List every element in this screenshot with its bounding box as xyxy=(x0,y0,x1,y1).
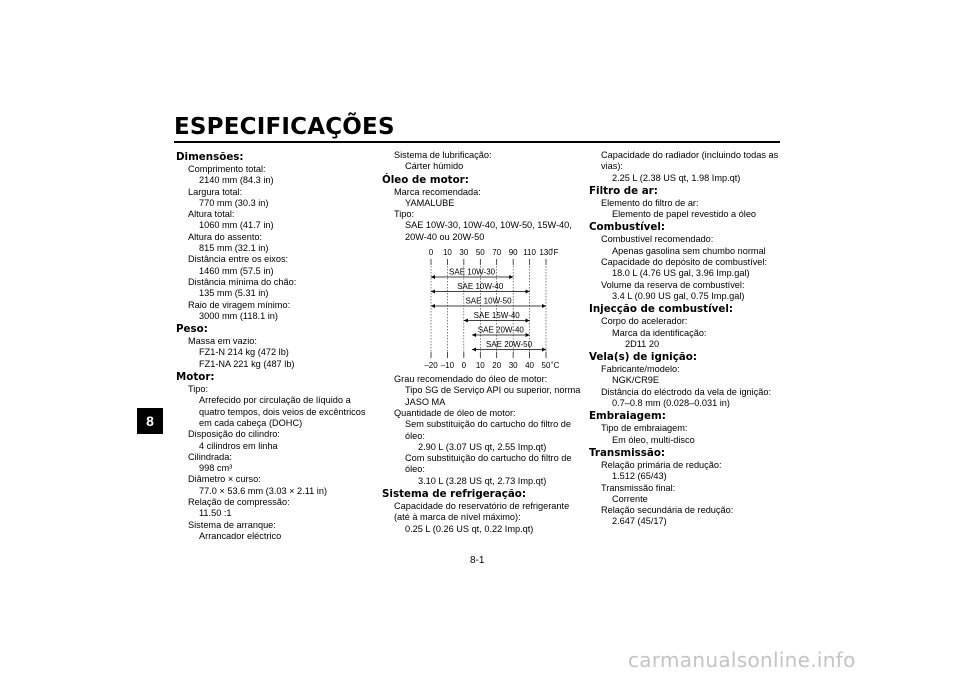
spec-line: Capacidade do reservatório de refrigerante xyxy=(394,501,570,512)
spec-line: Diâmetro × curso: xyxy=(188,474,261,485)
spec-line: Fabricante/modelo: xyxy=(601,364,680,375)
spec-line: Distância mínima do chão: xyxy=(188,276,297,287)
grade-label: SAE 10W-50 xyxy=(465,296,512,306)
spec-line: Distância do eléctrodo da vela de ignição: xyxy=(601,386,772,397)
spec-line: 2140 mm (84.3 in) xyxy=(199,175,274,186)
f-tick-label: 30 xyxy=(459,248,469,258)
spec-line: 3.4 L (0.90 US gal, 0.75 Imp.gal) xyxy=(612,290,745,301)
spec-line: Corpo do acelerador: xyxy=(601,316,688,327)
oil-viscosity-chart xyxy=(394,246,569,372)
spec-line: 18.0 L (4.76 US gal, 3.96 Imp.gal) xyxy=(612,268,750,279)
title-rule xyxy=(174,141,780,143)
c-tick-label: 50 xyxy=(541,361,551,371)
grade-label: SAE 15W-40 xyxy=(473,311,520,321)
spec-line: 2.647 (45/17) xyxy=(612,516,667,527)
section-heading: Sistema de refrigeração: xyxy=(382,488,526,501)
spec-line: 0.7–0.8 mm (0.028–0.031 in) xyxy=(612,398,730,409)
f-tick-label: 130 xyxy=(539,248,553,258)
section-heading: Motor: xyxy=(176,371,215,384)
spec-line: Quantidade de óleo de motor: xyxy=(394,407,516,418)
spec-line: 2.90 L (3.07 US qt, 2.55 Imp.qt) xyxy=(418,441,547,452)
page-title: ESPECIFICAÇÕES xyxy=(174,114,395,140)
c-tick-label: 20 xyxy=(492,361,502,371)
spec-line: 3000 mm (118.1 in) xyxy=(199,310,278,321)
spec-line: Altura do assento: xyxy=(188,231,263,242)
spec-line: Tipo: xyxy=(394,209,415,220)
column-2-bottom xyxy=(382,374,582,535)
spec-line: 2D11 20 xyxy=(625,338,660,349)
c-unit-label: ˚C xyxy=(551,361,560,371)
spec-line: 2.25 L (2.38 US qt, 1.98 Imp.qt) xyxy=(612,172,741,183)
spec-line: Cilindrada: xyxy=(188,451,232,462)
section-heading: Transmissão: xyxy=(589,446,666,459)
spec-line: Altura total: xyxy=(188,209,235,220)
spec-line: Disposição do cilindro: xyxy=(188,429,280,440)
spec-line: Sistema de arranque: xyxy=(188,519,276,530)
grade-bar-arrow-left xyxy=(464,319,468,323)
spec-line: Distância entre os eixos: xyxy=(188,254,289,265)
section-heading: Peso: xyxy=(176,323,208,336)
f-tick-label: 0 xyxy=(428,248,434,258)
grade-label: SAE 10W-30 xyxy=(449,267,496,277)
spec-line: Sistema de lubrificação: xyxy=(394,150,492,160)
spec-line: FZ1-NA 221 kg (487 lb) xyxy=(199,358,295,369)
section-heading: Óleo de motor: xyxy=(382,173,469,186)
page-number: 8-1 xyxy=(470,555,485,566)
f-tick-label: 10 xyxy=(442,248,452,258)
section-heading: Dimensões: xyxy=(176,151,244,163)
spec-line: óleo: xyxy=(405,464,425,475)
c-tick-label: –10 xyxy=(440,361,455,371)
spec-line: Cárter húmido xyxy=(405,161,464,172)
spec-line: 1.512 (65/43) xyxy=(612,471,667,482)
spec-line: Tipo: xyxy=(188,384,209,395)
grade-bar-arrow-right xyxy=(542,348,546,352)
spec-line: 0.25 L (0.26 US qt, 0.22 Imp.qt) xyxy=(405,523,534,534)
spec-line: Combustível recomendado: xyxy=(601,234,714,245)
f-unit-label: ˚F xyxy=(551,248,559,258)
section-heading: Combustível: xyxy=(589,221,665,234)
spec-line: quatro tempos, dois veios de excêntricos xyxy=(199,406,366,417)
spec-line: Elemento do filtro de ar: xyxy=(601,197,699,208)
spec-line: em cada cabeça (DOHC) xyxy=(199,417,303,428)
grade-bar-arrow-right xyxy=(526,333,530,337)
spec-line: Sem substituição do cartucho do filtro de xyxy=(405,419,571,430)
spec-line: 135 mm (5.31 in) xyxy=(199,288,269,299)
grade-bar-arrow-left xyxy=(472,348,476,352)
spec-line: Massa em vazio: xyxy=(188,336,257,347)
spec-line: vias): xyxy=(601,161,623,172)
spec-line: Marca recomendada: xyxy=(394,186,481,197)
spec-line: Apenas gasolina sem chumbo normal xyxy=(612,245,766,256)
spec-line: FZ1-N 214 kg (472 lb) xyxy=(199,347,289,358)
spec-line: Comprimento total: xyxy=(188,164,266,174)
spec-line: SAE 10W-30, 10W-40, 10W-50, 15W-40, xyxy=(405,220,572,231)
spec-line: Arrefecido por circulação de líquido a xyxy=(199,395,351,406)
spec-line: Volume da reserva de combustível: xyxy=(601,279,745,290)
spec-line: NGK/CR9E xyxy=(612,375,659,386)
spec-line: Com substituição do cartucho do filtro de xyxy=(405,453,572,464)
c-tick-label: 30 xyxy=(508,361,518,371)
grade-bar-arrow-left xyxy=(431,290,435,294)
grade-bar-arrow-left xyxy=(431,275,435,279)
watermark: carmanualsonline.info xyxy=(628,648,856,672)
spec-line: óleo: xyxy=(405,430,425,441)
grade-bar-arrow-right xyxy=(526,290,530,294)
section-heading: Vela(s) de ignição: xyxy=(589,351,697,364)
spec-line: 3.10 L (3.28 US qt, 2.73 Imp.qt) xyxy=(418,475,547,486)
spec-line: Relação secundária de redução: xyxy=(601,505,734,516)
c-tick-label: 0 xyxy=(461,361,467,371)
c-tick-label: –20 xyxy=(424,361,438,371)
chapter-tab: 8 xyxy=(137,408,163,434)
spec-line: Tipo de embraiagem: xyxy=(601,423,688,434)
spec-line: Relação primária de redução: xyxy=(601,459,722,470)
spec-line: (até à marca de nível máximo): xyxy=(394,512,521,523)
grade-bar-arrow-left xyxy=(431,304,435,308)
section-heading: Filtro de ar: xyxy=(589,184,658,197)
grade-label: SAE 20W-50 xyxy=(485,340,533,350)
c-tick-label: 10 xyxy=(475,361,485,371)
spec-line: Relação de compressão: xyxy=(188,497,290,508)
spec-line: 1460 mm (57.5 in) xyxy=(199,265,274,276)
column-2-top xyxy=(382,150,582,243)
grade-label: SAE 20W-40 xyxy=(477,325,524,335)
f-tick-label: 110 xyxy=(523,248,536,258)
spec-line: 20W-40 ou 20W-50 xyxy=(405,231,485,242)
grade-bar-arrow-left xyxy=(472,333,476,337)
section-heading: Embraiagem: xyxy=(589,410,666,423)
spec-line: Capacidade do depósito de combustível: xyxy=(601,257,767,268)
spec-line: JASO MA xyxy=(405,396,446,407)
spec-line: YAMALUBE xyxy=(405,197,455,208)
section-heading: Injecção de combustível: xyxy=(589,303,733,316)
spec-line: 1060 mm (41.7 in) xyxy=(199,220,274,231)
grade-bar-arrow-right xyxy=(509,275,513,279)
spec-line: Em óleo, multi-disco xyxy=(612,434,695,445)
spec-line: 4 cilindros em linha xyxy=(199,440,278,451)
spec-line: Transmissão final: xyxy=(601,482,676,493)
spec-line: Largura total: xyxy=(188,186,243,197)
c-tick-label: 40 xyxy=(525,361,535,371)
spec-line: 11.50 :1 xyxy=(199,508,232,519)
spec-line: Corrente xyxy=(612,493,648,504)
f-tick-label: 50 xyxy=(475,248,485,258)
f-tick-label: 70 xyxy=(492,248,502,258)
spec-line: Tipo SG de Serviço API ou superior, norma xyxy=(405,385,581,396)
column-3 xyxy=(589,150,784,528)
spec-line: 77.0 × 53.6 mm (3.03 × 2.11 in) xyxy=(199,485,328,496)
grade-bar-arrow-right xyxy=(542,304,546,308)
spec-line: Elemento de papel revestido a óleo xyxy=(612,209,757,220)
oil-viscosity-chart-svg xyxy=(394,246,569,372)
grade-label: SAE 10W-40 xyxy=(457,282,504,292)
spec-line: 815 mm (32.1 in) xyxy=(199,243,269,254)
spec-line: Marca da identificação: xyxy=(612,327,707,338)
f-tick-label: 90 xyxy=(508,248,518,258)
spec-line: 770 mm (30.3 in) xyxy=(199,197,269,208)
spec-line: Capacidade do radiador (incluindo todas as xyxy=(601,150,779,160)
spec-line: Raio de viragem mínimo: xyxy=(188,299,291,310)
spec-line: 998 cm³ xyxy=(199,463,233,474)
column-2 xyxy=(382,150,582,535)
grade-bar-arrow-right xyxy=(526,319,530,323)
spec-line: Grau recomendado do óleo de motor: xyxy=(394,374,548,385)
column-1 xyxy=(176,150,376,542)
spec-line: Arrancador eléctrico xyxy=(199,530,282,541)
